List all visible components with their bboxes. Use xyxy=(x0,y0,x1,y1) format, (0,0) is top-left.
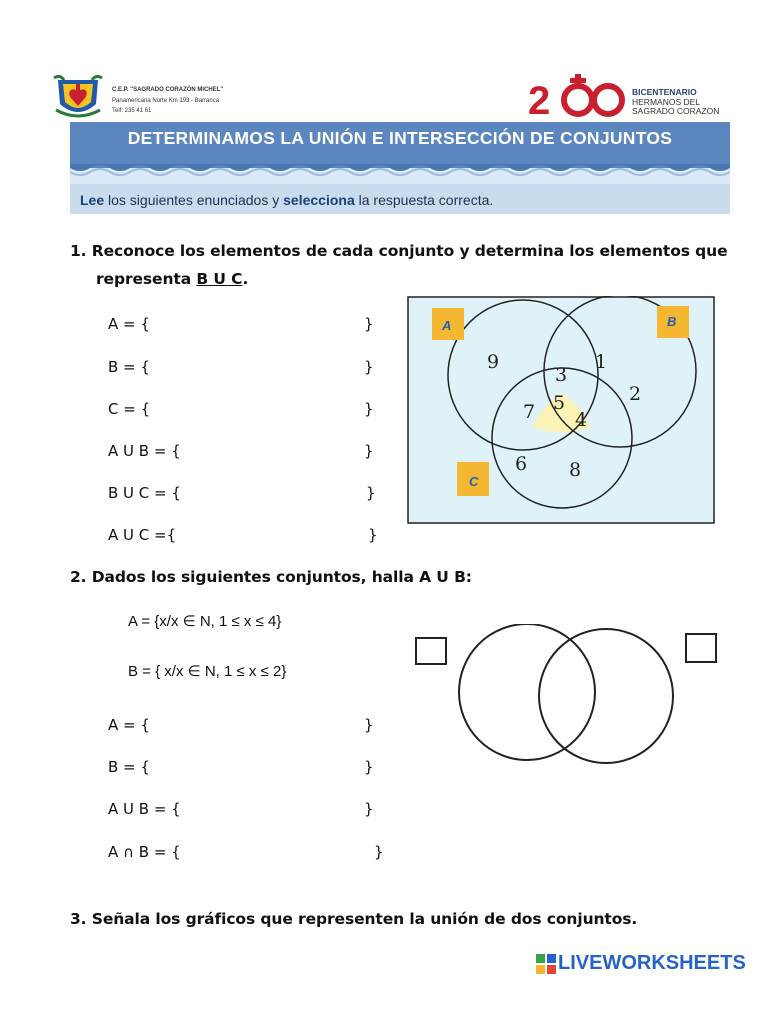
q1-row-b-close: } xyxy=(364,358,374,376)
q1-line2-suffix: . xyxy=(242,270,249,288)
q2-row-anb-label: A ∩ B = { xyxy=(108,843,181,861)
venn1-element-5: 5 xyxy=(553,392,566,414)
q1-target-set: B U C xyxy=(196,270,243,288)
q2-set-b-definition: B = { x/x ∈ N, 1 ≤ x ≤ 2} xyxy=(128,663,287,680)
q2-row-a-close: } xyxy=(364,716,374,734)
q2-row-anb-close: } xyxy=(374,843,384,861)
q1-row-a-label: A = { xyxy=(108,315,150,333)
liveworksheets-icon xyxy=(536,954,556,974)
venn2-circle-a xyxy=(459,624,595,760)
q1-row-aub-label: A U B = { xyxy=(108,442,181,460)
q1-row-c-close: } xyxy=(364,400,374,418)
q1-row-buc-close: } xyxy=(366,484,376,502)
venn1-label-b: B xyxy=(667,314,677,329)
q1-row-a-close: } xyxy=(364,315,374,333)
school-address: Panamericana Norte Km 193 - Barranca xyxy=(112,98,220,104)
bicentennial-line3: SAGRADO CORAZON xyxy=(632,106,720,116)
q1-row-c-label: C = { xyxy=(108,400,151,418)
instruction-selecciona: selecciona xyxy=(283,192,355,208)
q2-set-a-definition: A = {x/x ∈ N, 1 ≤ x ≤ 4} xyxy=(128,613,282,630)
venn1-label-a: A xyxy=(442,318,452,333)
q2-row-aub-label: A U B = { xyxy=(108,800,181,818)
venn1-element-3: 3 xyxy=(555,364,568,386)
page-title: DETERMINAMOS LA UNIÓN E INTERSECCIÓN DE CONJUNTOS xyxy=(127,128,673,148)
q2-row-a-label: A = { xyxy=(108,716,150,734)
instruction-end: la respuesta correcta. xyxy=(358,192,494,208)
q2-line: 2. Dados los siguientes conjuntos, halla A U B: xyxy=(70,568,472,586)
school-phone: Telf: 235 41 61 xyxy=(112,108,152,114)
q2-row-aub-close: } xyxy=(364,800,374,818)
venn1-label-c: C xyxy=(469,474,479,489)
venn2-circle-b xyxy=(539,629,673,763)
q1-line2 xyxy=(96,270,248,288)
bicentennial-line1: BICENTENARIO xyxy=(632,87,697,97)
venn1-element-8: 8 xyxy=(569,459,582,481)
q2-row-b-close: } xyxy=(364,758,374,776)
svg-text:2: 2 xyxy=(528,79,551,120)
q3-line: 3. Señala los gráficos que representen la unión de dos conjuntos. xyxy=(70,910,638,928)
venn2-label-a-box xyxy=(416,638,446,664)
venn-diagram-ab-blank xyxy=(408,624,728,784)
venn2-label-b-box xyxy=(686,634,716,662)
venn1-element-2: 2 xyxy=(629,383,642,405)
venn1-element-7: 7 xyxy=(523,401,536,423)
instruction-lee: Lee xyxy=(80,192,105,208)
venn-diagram-abc xyxy=(407,296,715,524)
q2-row-b-label: B = { xyxy=(108,758,150,776)
venn1-element-1: 1 xyxy=(595,351,608,373)
q1-line1: 1. Reconoce los elementos de cada conjunto y determina los elementos que xyxy=(70,242,728,260)
liveworksheets-logo xyxy=(536,950,766,976)
venn1-element-4: 4 xyxy=(575,409,588,431)
instruction-mid: los siguientes enunciados y xyxy=(108,192,280,208)
venn1-element-6: 6 xyxy=(515,453,528,475)
venn1-element-9: 9 xyxy=(487,351,500,373)
liveworksheets-brand: LIVEWORKSHEETS xyxy=(558,952,746,974)
q1-row-auc-close: } xyxy=(368,526,378,544)
q1-row-auc-label: A U C ={ xyxy=(108,526,177,544)
instruction-text xyxy=(80,192,493,208)
bicentennial-line2: HERMANOS DEL xyxy=(632,97,701,107)
q1-line2-prefix: representa xyxy=(96,270,192,288)
school-name: C.E.P. "SAGRADO CORAZÓN MICHEL" xyxy=(112,87,224,93)
q1-row-b-label: B = { xyxy=(108,358,150,376)
school-crest-logo xyxy=(52,70,104,122)
q1-row-aub-close: } xyxy=(364,442,374,460)
q1-row-buc-label: B U C = { xyxy=(108,484,181,502)
